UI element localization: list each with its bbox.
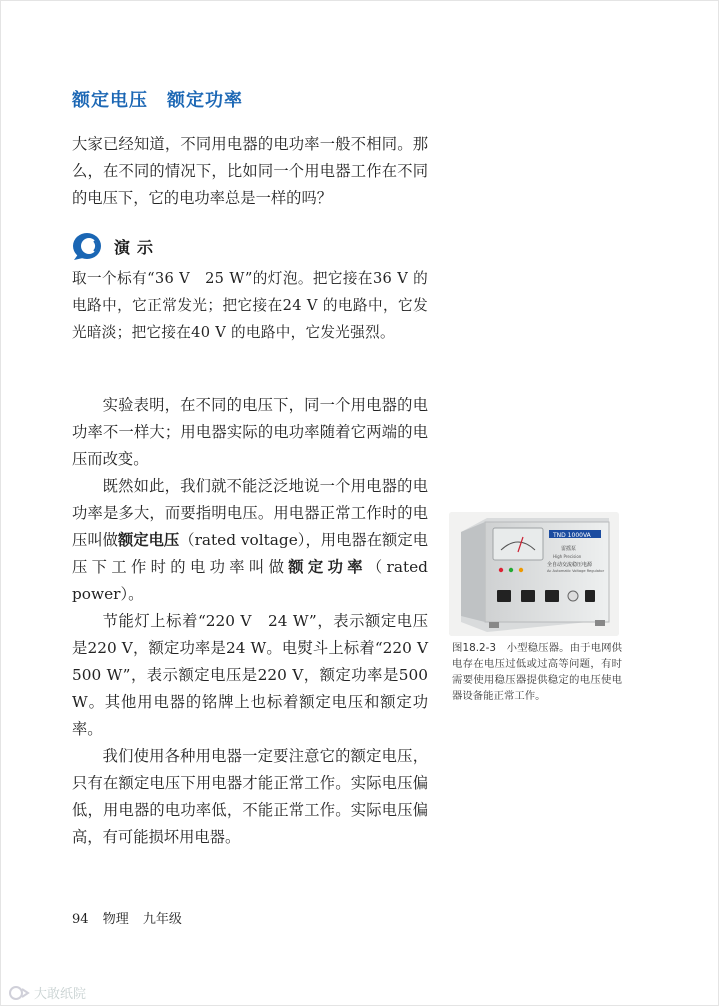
figure-brand: 雷摇泵 <box>561 546 577 552</box>
figure-model-label: TND 1000VA <box>553 532 591 539</box>
demo-icon <box>70 231 104 261</box>
intro-paragraph: 大家已经知道，不同用电器的电功率一般不相同。那么，在不同的情况下，比如同一个用电器工作在不同的电压下，它的电功率总是一样的吗？ <box>72 135 428 207</box>
body-paragraph-1: 实验表明，在不同的电压下，同一个用电器的电功率不一样大；用电器实际的电功率随着它两端的电压而改变。 <box>72 396 428 468</box>
section-title: 额定电压 额定功率 <box>72 90 243 111</box>
figure-line-1: High Precision <box>553 554 582 559</box>
demo-text: 取一个标有“36 V 25 W”的灯泡。把它接在36 V 的电路中，它正常发光；把它接在24 V 的电路中，它发光暗淡；把它接在40 V 的电路中，它发光强烈。 <box>72 270 428 341</box>
figure-line-3: Ac Automatic Voltage Regulator <box>547 569 605 573</box>
body-paragraph-3: 节能灯上标着“220 V 24 W”，表示额定电压是220 V，额定功率是24 W。电熨斗上标着“220 V 500 W”，表示额定电压是220 V，额定功率是500 W。其他用电器的铭牌上也标着额定电压和额定功率。 <box>72 612 444 738</box>
watermark-logo-icon <box>8 985 30 1001</box>
demo-label: 演示 <box>114 237 161 257</box>
voltage-regulator-photo <box>449 512 619 636</box>
page-number: 94 <box>72 912 89 927</box>
voltage-regulator-illustration <box>449 512 619 636</box>
figure-caption: 图18.2-3 小型稳压器。由于电网供电存在电压过低或过高等问题，有时需要使用稳压器提供稳定的电压使电器设备能正常工作。 <box>452 642 622 702</box>
body-paragraph-2: 既然如此，我们就不能泛泛地说一个用电器的电功率是多大，而要指明电压。用电器正常工作时的电压叫做额定电压（rated voltage），用电器在额定电压下工作时的电功率叫做额定功率（rated power）。 <box>72 477 428 603</box>
watermark <box>8 983 86 1002</box>
term-rated-power: 额定功率 <box>288 558 367 576</box>
figure-line-2: 全自动交流稳压电源 <box>547 562 593 568</box>
watermark-text: 大敢纸院 <box>34 987 87 1002</box>
body-text <box>72 392 444 851</box>
page-footer <box>72 908 192 927</box>
footer-subject: 物理 <box>102 912 129 927</box>
demo-header <box>70 231 160 261</box>
body-paragraph-4: 我们使用各种用电器一定要注意它的额定电压，只有在额定电压下用电器才能正常工作。实际电压偏低，用电器的电功率低，不能正常工作。实际电压偏高，有可能损坏用电器。 <box>72 747 428 846</box>
term-rated-voltage: 额定电压 <box>117 531 180 549</box>
footer-grade: 九年级 <box>142 912 182 927</box>
